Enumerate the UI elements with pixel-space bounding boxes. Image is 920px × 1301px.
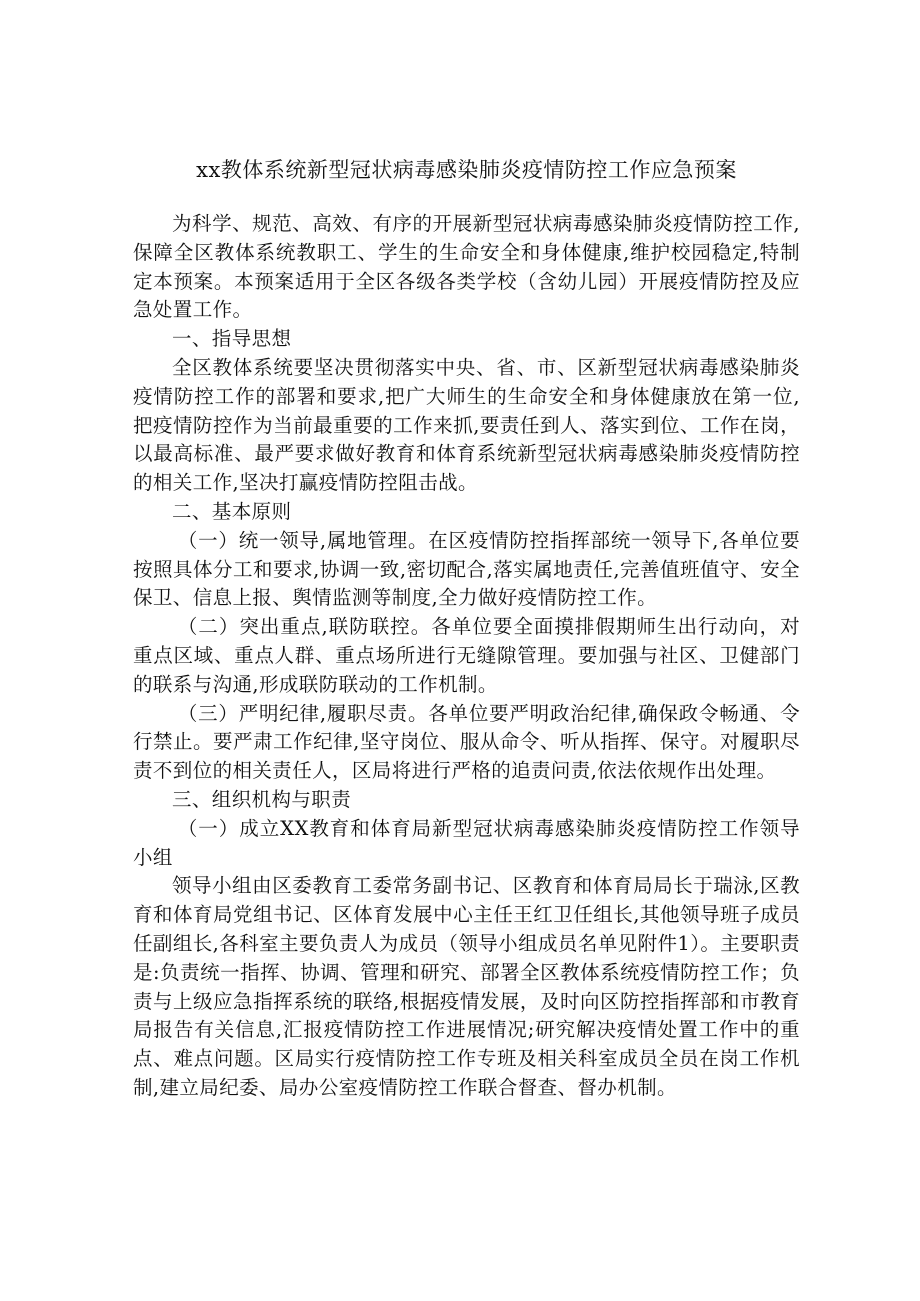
principle-paragraph-3: （三）严明纪律,履职尽责。各单位要严明政治纪律,确保政令畅通、令行禁止。要严肃工作纪律,坚守岗位、服从命令、听从指挥、保守。对履职尽责不到位的相关责任人，区局将进行严格的追责问责,依法依规作出处理。 — [133, 701, 800, 783]
section-heading-organization: 三、组织机构与职责 — [172, 787, 352, 811]
principle-paragraph-1: （一）统一领导,属地管理。在区疫情防控指挥部统一领导下,各单位要按照具体分工和要求,协调一致,密切配合,落实属地责任,完善值班值守、安全保卫、信息上报、舆情监测等制度,全力做好疫情防控工作。 — [133, 528, 800, 610]
principle-paragraph-2: （二）突出重点,联防联控。各单位要全面摸排假期师生出行动向，对重点区域、重点人群、重点场所进行无缝隙管理。要加强与社区、卫健部门的联系与沟通,形成联防联动的工作机制。 — [133, 615, 800, 696]
guiding-ideology-paragraph: 全区教体系统要坚决贯彻落实中央、省、市、区新型冠状病毒感染肺炎疫情防控工作的部署和要求,把广大师生的生命安全和身体健康放在第一位,把疫情防控作为当前最重要的工作来抓,要责任到人、落实到位、工作在岗，以最高标准、最严要求做好教育和体育系统新型冠状病毒感染肺炎疫情防控的相关工作,坚决打赢疫情防控阻击战。 — [133, 355, 800, 495]
organization-paragraph-1: 领导小组由区委教育工委常务副书记、区教育和体育局局长于瑞泳,区教育和体育局党组书记、区体育发展中心主任王红卫任组长,其他领导班子成员任副组长,各科室主要负责人为成员（领导小组成员名单见附件1）。主要职责是:负责统一指挥、协调、管理和研究、部署全区教体系统疫情防控工作；负责与上级应急指挥系统的联络,根据疫情发展，及时向区防控指挥部和市教育局报告有关信息,汇报疫情防控工作进展情况;研究解决疫情处置工作中的重点、难点问题。区局实行疫情防控工作专班及相关科室成员全员在岗工作机制,建立局纪委、局办公室疫情防控工作联合督查、督办机制。 — [133, 874, 800, 1099]
intro-paragraph: 为科学、规范、高效、有序的开展新型冠状病毒感染肺炎疫情防控工作,保障全区教体系统教职工、学生的生命安全和身体健康,维护校园稳定,特制定本预案。本预案适用于全区各级各类学校（含幼儿园）开展疫情防控及应急处置工作。 — [133, 212, 800, 322]
section-heading-basic-principles: 二、基本原则 — [172, 499, 292, 523]
document-title: xx教体系统新型冠状病毒感染肺炎疫情防控工作应急预案 — [196, 158, 737, 182]
organization-subheading-1: （一）成立XX教育和体育局新型冠状病毒感染肺炎疫情防控工作领导小组 — [133, 816, 800, 869]
section-heading-guiding-ideology: 一、指导思想 — [172, 327, 292, 351]
